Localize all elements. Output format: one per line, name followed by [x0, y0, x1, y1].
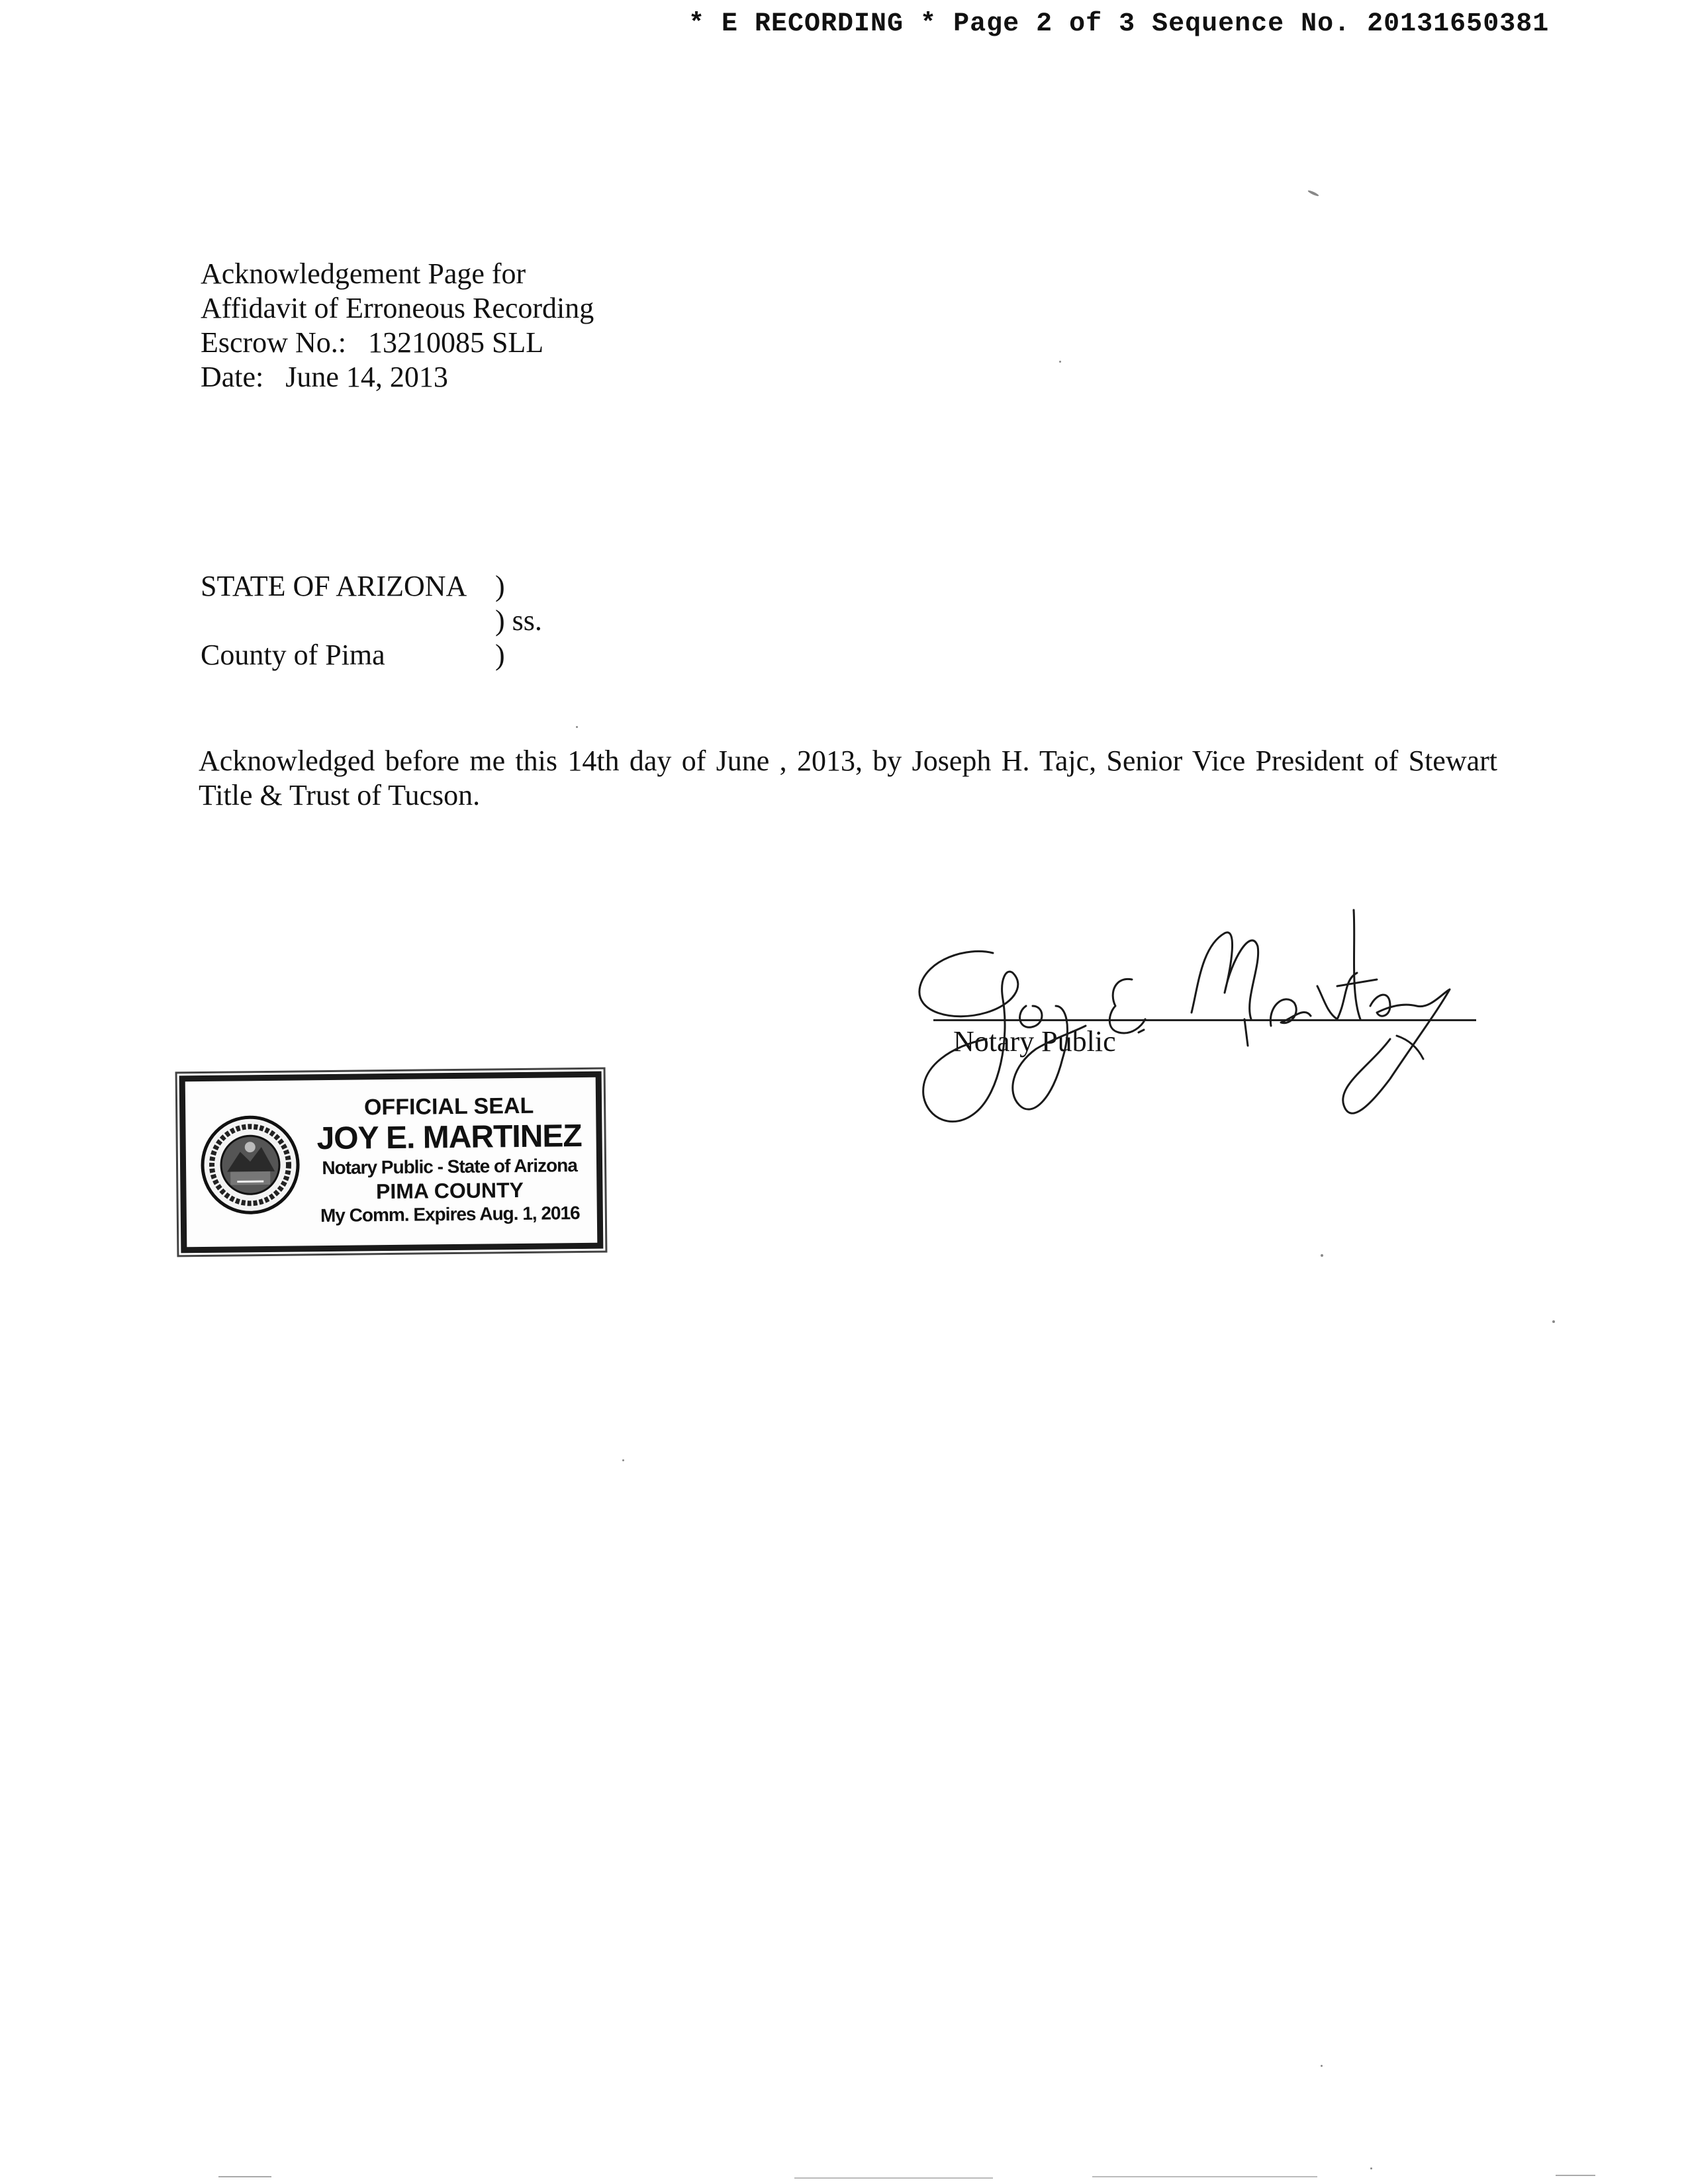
venue-paren-state: )	[495, 570, 505, 602]
scan-speck	[1321, 2065, 1323, 2067]
seal-text-block	[310, 1092, 589, 1227]
recording-header: * E RECORDING * Page 2 of 3 Sequence No. 20131650381	[688, 9, 1550, 39]
venue-ss-row	[201, 604, 542, 638]
reference-title: Acknowledgement Page for	[201, 257, 526, 290]
venue-state: STATE OF ARIZONA	[201, 570, 467, 602]
notary-official-seal	[179, 1071, 605, 1253]
scan-speck	[1552, 1320, 1555, 1323]
scan-speck	[622, 1459, 624, 1461]
seal-frame	[179, 1071, 604, 1253]
notary-signature-block	[914, 907, 1509, 1152]
scan-speck	[1307, 189, 1319, 197]
venue-county-row	[201, 638, 505, 672]
scan-speck	[1092, 2176, 1317, 2177]
document-date: Date: June 14, 2013	[201, 361, 448, 393]
scan-speck	[576, 726, 578, 728]
notary-public-label: Notary Public	[953, 1025, 1116, 1058]
seal-notary-name: JOY E. MARTINEZ	[316, 1118, 582, 1157]
arizona-state-seal-icon	[200, 1115, 301, 1215]
venue-block	[201, 569, 542, 672]
venue-county: County of Pima	[201, 639, 385, 671]
seal-county: PIMA COUNTY	[375, 1177, 524, 1204]
seal-commission-expiry: My Comm. Expires Aug. 1, 2016	[320, 1203, 580, 1226]
seal-title: OFFICIAL SEAL	[363, 1093, 534, 1120]
venue-state-row	[201, 569, 505, 604]
escrow-number: Escrow No.: 13210085 SLL	[201, 326, 544, 359]
reference-subtitle: Affidavit of Erroneous Recording	[201, 292, 594, 324]
venue-ss: ) ss.	[495, 604, 542, 637]
scan-speck	[1370, 2167, 1372, 2169]
seal-notary-state: Notary Public - State of Arizona	[322, 1155, 577, 1179]
scan-speck	[218, 2176, 271, 2177]
handwritten-signature	[914, 907, 1509, 1152]
reference-block	[201, 257, 594, 394]
scan-speck	[1556, 2175, 1595, 2176]
scan-speck	[1321, 1254, 1323, 1257]
acknowledgement-paragraph: Acknowledged before me this 14th day of June , 2013, by Joseph H. Tajc, Senior Vice President of Stewart Title & Trust of Tucson.	[199, 745, 1497, 811]
scan-speck	[1059, 361, 1061, 363]
venue-paren-county: )	[495, 639, 505, 671]
scan-speck	[794, 2177, 993, 2179]
